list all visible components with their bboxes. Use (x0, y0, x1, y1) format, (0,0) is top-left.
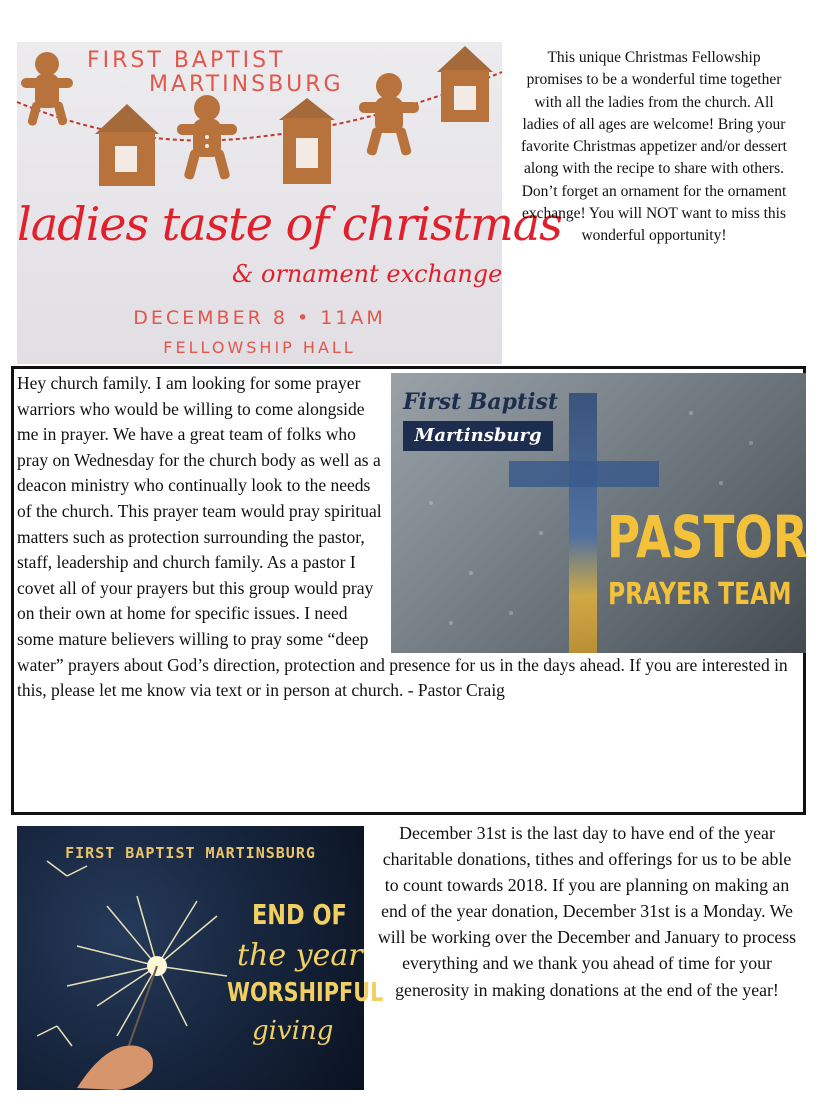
christmas-fellowship-paragraph: This unique Christmas Fellowship promises to be a wonderful time together with all the ladies from the church. All ladies of all ages are welcome! Bring your favorite Christmas appetizer and/or dessert along with the recipe to share with others. Don’t forget an ornament for the ornament exchange! You will NOT want to miss this wonderful opportunity! (521, 49, 787, 245)
flyer-date-time: DECEMBER 8 • 11AM (133, 307, 386, 329)
prayer-team-text: Hey church family. I am looking for some prayer warriors who would be willing to come alongside me in prayer. We have a great team of folks who pray on Wednesday for the church body as well as a deacon ministry who continually look to the needs of the church. This prayer team would pray spiritual matters such as protection surrounding the pastor, staff, leadership and church family. As a pastor I covet all of your prayers but this group would pray on their own at home for specific issues. I need some mature believers willing to pray some “deep water” prayers about God’s direction, protection and presence for us in the days ahead. If you are interested in this, please let me know via text or in person at church. - Pastor Craig (17, 373, 788, 701)
giving-image-line3: WORSHIPFUL (227, 978, 384, 1008)
giving-image-line4: giving (252, 1016, 334, 1046)
prayer-image-brand-line2: Martinsburg (403, 421, 553, 451)
year-end-giving-paragraph: December 31st is the last day to have end of the year charitable donations, tithes and offerings for us to be able to count towards 2018. If you are planning on making an end of the year donation, December 31st is a Monday. We will be working over the December and January to process everything and we thank you ahead of time for your generosity in making donations at the end of the year! (377, 823, 797, 1000)
end-of-year-giving-image (17, 826, 384, 1090)
flyer-brand-line2: MARTINSBURG (149, 72, 344, 97)
giving-image-line1: END OF (252, 898, 347, 931)
prayer-image-headline2: PRAYER TEAM (608, 577, 792, 612)
prayer-image-headline1: PASTOR (607, 503, 808, 571)
christmas-flyer-image (17, 42, 562, 364)
giving-image-brand: FIRST BAPTIST MARTINSBURG (65, 844, 316, 862)
image-float-spacer (387, 371, 792, 651)
flyer-subtitle: & ornament exchange (232, 260, 503, 288)
prayer-image-brand-line1: First Baptist (403, 389, 559, 415)
giving-image-line2: the year (237, 938, 363, 973)
flyer-brand-line1: FIRST BAPTIST (87, 48, 286, 73)
flyer-location: FELLOWSHIP HALL (163, 338, 356, 357)
prayer-team-paragraph (17, 371, 792, 704)
flyer-title: ladies taste of christmas (17, 197, 562, 251)
